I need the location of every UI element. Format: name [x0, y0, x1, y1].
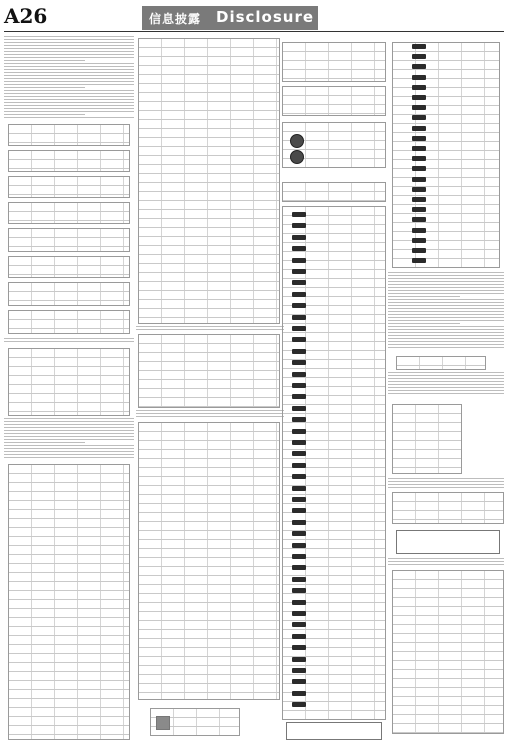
table — [392, 404, 462, 474]
text-line — [388, 390, 504, 391]
company-seal — [292, 486, 306, 491]
text-line — [4, 72, 134, 73]
company-seal — [292, 383, 306, 388]
text-line — [388, 487, 504, 488]
company-seal — [292, 565, 306, 570]
text-line — [4, 69, 134, 70]
text-line — [4, 448, 134, 449]
text-line — [4, 418, 134, 419]
company-seal — [292, 520, 306, 525]
text-line — [388, 344, 504, 345]
text-line — [388, 378, 504, 379]
company-seal — [292, 303, 306, 308]
company-seal — [412, 238, 426, 243]
text-line — [4, 99, 134, 100]
text-line — [136, 329, 284, 330]
column-4-text — [388, 272, 504, 352]
table — [282, 42, 386, 82]
text-line — [4, 105, 134, 106]
text-line — [136, 410, 284, 411]
text-line — [388, 278, 504, 279]
text-line — [4, 433, 134, 434]
text-line — [4, 54, 134, 55]
company-seal — [412, 136, 426, 141]
text-line — [136, 413, 284, 414]
table — [282, 86, 386, 116]
text-line — [4, 338, 134, 339]
diagram — [396, 530, 500, 554]
text-line — [4, 39, 134, 40]
text-line — [4, 48, 134, 49]
company-seal — [292, 668, 306, 673]
company-seal — [412, 75, 426, 80]
text-line — [4, 102, 134, 103]
text-line — [388, 484, 504, 485]
text-line — [4, 57, 134, 58]
company-seal — [292, 258, 306, 263]
table — [392, 570, 504, 734]
text-line — [388, 323, 460, 324]
company-seal — [292, 600, 306, 605]
company-seal — [292, 679, 306, 684]
table — [8, 282, 130, 306]
text-line — [388, 314, 504, 315]
text-line — [388, 372, 504, 373]
text-line — [388, 332, 504, 333]
text-line — [4, 114, 85, 115]
company-seal — [412, 85, 426, 90]
company-seal — [292, 588, 306, 593]
text-line — [388, 393, 504, 394]
text-line — [388, 275, 504, 276]
text-line — [388, 305, 504, 306]
text-line — [4, 442, 85, 443]
text-line — [4, 117, 134, 118]
seal-image — [290, 134, 304, 148]
text-line — [388, 564, 504, 565]
company-seal — [292, 360, 306, 365]
company-seal — [292, 634, 306, 639]
text-line — [4, 60, 85, 61]
text-line — [388, 381, 504, 382]
text-line — [4, 36, 134, 37]
company-seal — [412, 248, 426, 253]
text-line — [4, 51, 134, 52]
company-seal — [292, 508, 306, 513]
text-line — [4, 42, 134, 43]
text-line — [388, 341, 504, 342]
table — [8, 464, 130, 740]
company-seal — [292, 280, 306, 285]
company-seal — [412, 105, 426, 110]
column-4-text — [388, 478, 504, 490]
table — [8, 310, 130, 334]
text-line — [388, 326, 504, 327]
text-line — [388, 299, 504, 300]
text-line — [388, 478, 504, 479]
table — [8, 202, 130, 224]
emblem-image — [156, 716, 170, 730]
company-seal — [292, 531, 306, 536]
text-line — [4, 84, 134, 85]
company-seal — [292, 451, 306, 456]
column-1-text-top — [4, 36, 134, 122]
company-seal — [292, 611, 306, 616]
text-line — [4, 445, 134, 446]
company-seal — [292, 212, 306, 217]
text-line — [4, 430, 134, 431]
company-seal — [292, 223, 306, 228]
text-line — [388, 329, 504, 330]
text-line — [4, 81, 134, 82]
text-line — [4, 439, 134, 440]
company-seal — [292, 554, 306, 559]
company-seal — [292, 315, 306, 320]
text-line — [4, 78, 134, 79]
table — [8, 256, 130, 278]
table — [396, 356, 486, 370]
company-seal — [292, 657, 306, 662]
column-1-text-mid — [4, 338, 134, 346]
text-line — [388, 296, 460, 297]
section-title-english: Disclosure — [216, 8, 315, 26]
company-seal — [292, 429, 306, 434]
text-line — [4, 436, 134, 437]
text-line — [388, 284, 504, 285]
company-seal — [292, 406, 306, 411]
text-line — [388, 558, 504, 559]
header-rule — [4, 31, 504, 32]
text-line — [4, 421, 134, 422]
company-seal — [292, 326, 306, 331]
company-seal — [292, 463, 306, 468]
text-line — [4, 454, 134, 455]
text-line — [388, 311, 504, 312]
text-line — [4, 341, 134, 342]
text-line — [388, 481, 504, 482]
text-line — [4, 457, 134, 458]
company-seal — [292, 235, 306, 240]
text-line — [4, 427, 134, 428]
text-line — [4, 108, 134, 109]
section-title: 信息披露 — [149, 12, 202, 26]
table — [8, 228, 130, 252]
table — [8, 124, 130, 146]
page-number: A26 — [4, 4, 48, 28]
table — [138, 422, 280, 700]
table — [8, 150, 130, 172]
text-line — [388, 290, 504, 291]
table — [138, 38, 280, 324]
text-line — [4, 87, 85, 88]
company-seal — [292, 543, 306, 548]
text-line — [388, 347, 504, 348]
table — [282, 182, 386, 202]
text-line — [388, 272, 504, 273]
company-seal — [292, 417, 306, 422]
company-seal — [292, 474, 306, 479]
company-seal — [292, 349, 306, 354]
text-line — [4, 66, 134, 67]
table — [8, 348, 130, 416]
text-line — [4, 451, 134, 452]
company-seal — [412, 187, 426, 192]
company-seal — [292, 497, 306, 502]
company-seal — [292, 372, 306, 377]
text-line — [136, 416, 284, 417]
company-seal — [292, 440, 306, 445]
text-line — [388, 338, 504, 339]
text-line — [388, 335, 504, 336]
text-line — [388, 387, 504, 388]
company-seal — [292, 645, 306, 650]
company-seal — [412, 64, 426, 69]
company-seal — [292, 337, 306, 342]
column-2-text — [136, 410, 284, 420]
text-line — [388, 375, 504, 376]
company-seal — [412, 115, 426, 120]
company-seal — [292, 269, 306, 274]
company-seal — [292, 577, 306, 582]
table — [138, 334, 280, 408]
company-seal — [292, 691, 306, 696]
company-seal — [412, 54, 426, 59]
text-line — [388, 320, 504, 321]
company-seal — [412, 126, 426, 131]
text-line — [4, 424, 134, 425]
company-seal — [412, 146, 426, 151]
text-line — [4, 96, 134, 97]
column-4-text — [388, 372, 504, 398]
table — [392, 42, 500, 268]
company-seal — [412, 166, 426, 171]
column-4-text — [388, 558, 504, 568]
text-line — [388, 293, 504, 294]
text-line — [388, 281, 504, 282]
text-line — [4, 111, 134, 112]
text-line — [4, 90, 134, 91]
text-line — [388, 561, 504, 562]
company-seal — [292, 394, 306, 399]
company-seal — [292, 292, 306, 297]
text-line — [4, 75, 134, 76]
company-seal — [292, 622, 306, 627]
company-seal — [292, 246, 306, 251]
company-seal — [412, 156, 426, 161]
table — [8, 176, 130, 198]
company-seal — [412, 207, 426, 212]
text-line — [388, 308, 504, 309]
table — [286, 722, 382, 740]
text-line — [136, 326, 284, 327]
column-2-text — [136, 326, 284, 332]
company-seal — [412, 217, 426, 222]
text-line — [4, 93, 134, 94]
company-seal — [412, 44, 426, 49]
table — [392, 492, 504, 524]
company-seal — [412, 177, 426, 182]
text-line — [388, 384, 504, 385]
text-line — [388, 317, 504, 318]
seal-image — [290, 150, 304, 164]
company-seal — [412, 258, 426, 263]
text-line — [388, 302, 504, 303]
company-seal — [412, 228, 426, 233]
company-seal — [412, 197, 426, 202]
text-line — [4, 45, 134, 46]
text-line — [4, 63, 134, 64]
column-1-text — [4, 418, 134, 460]
text-line — [388, 287, 504, 288]
company-seal — [292, 702, 306, 707]
company-seal — [412, 95, 426, 100]
